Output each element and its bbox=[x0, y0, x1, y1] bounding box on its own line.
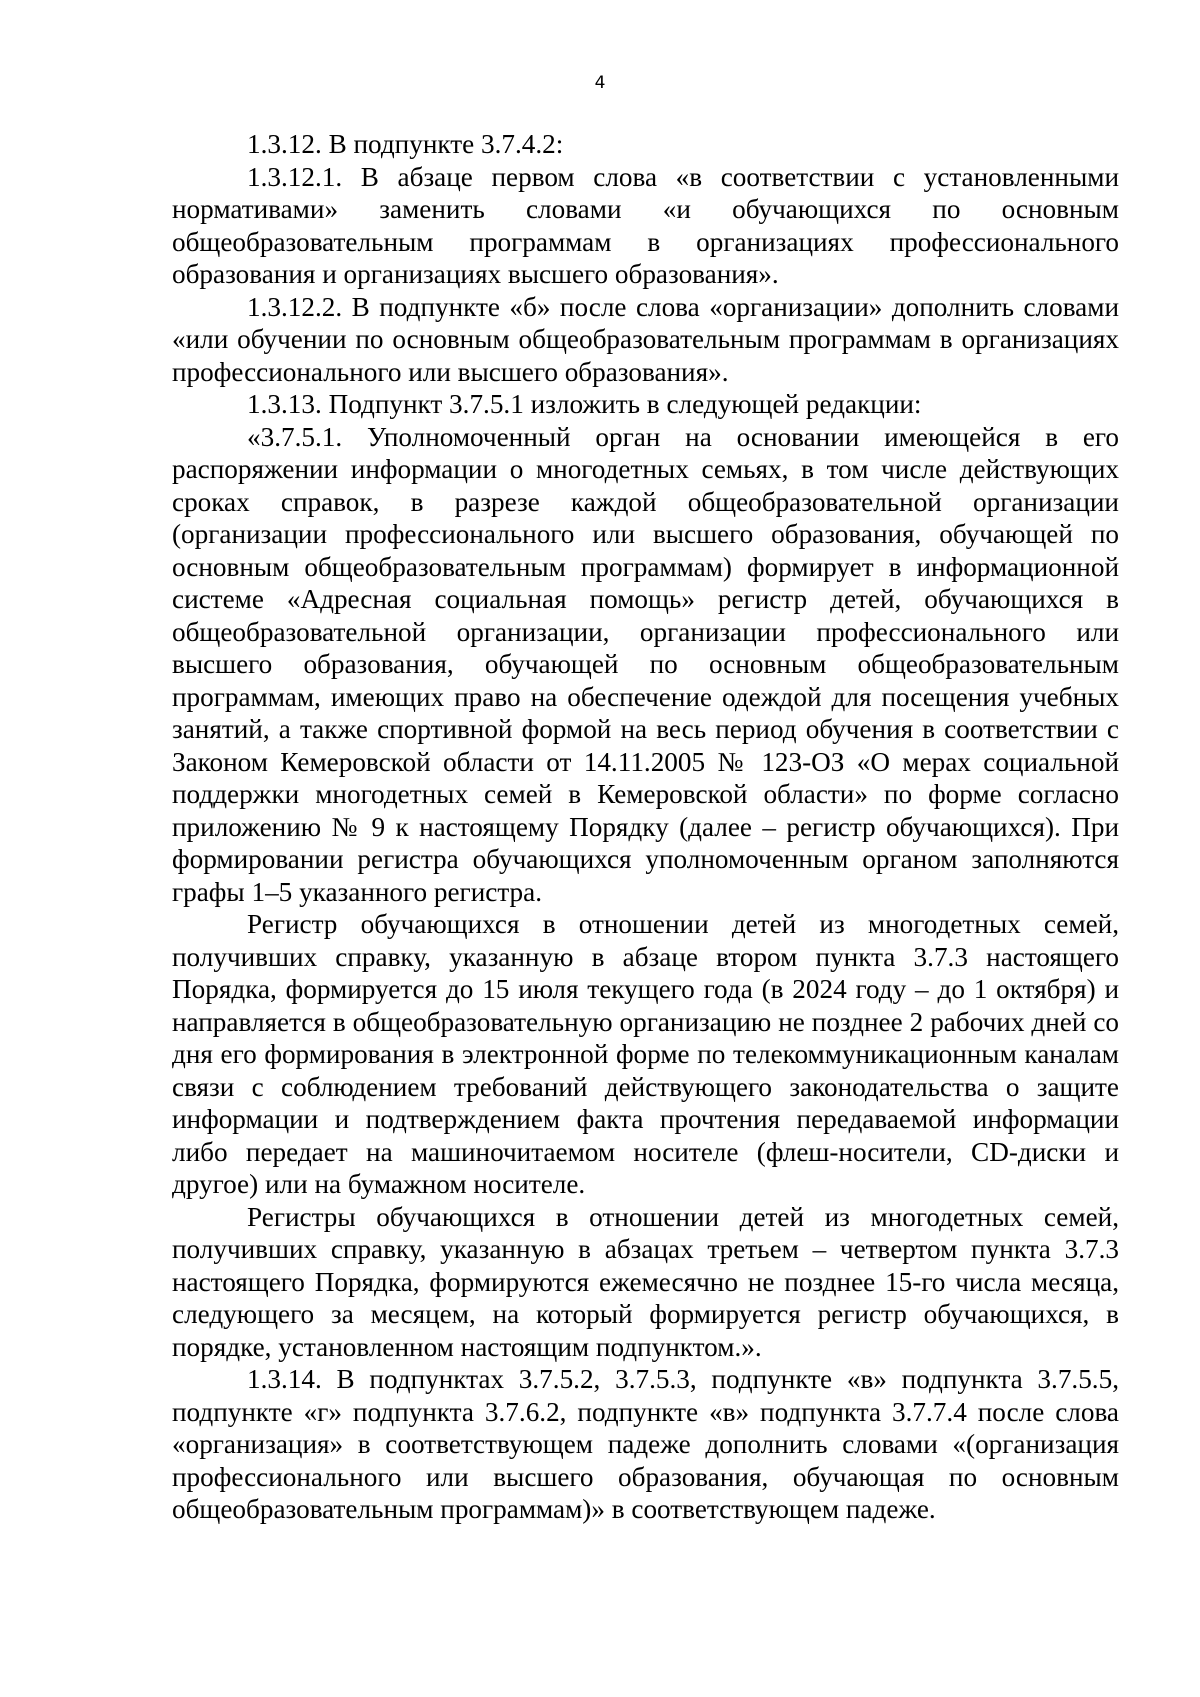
paragraph-1-3-14: 1.3.14. В подпунктах 3.7.5.2, 3.7.5.3, подпункте «в» подпункта 3.7.5.5, подпункте «г» подпункта 3.7.6.2, подпункте «в» подпункта 3.7.7.4 после слова «организация» в соответствующем падеже дополнить словами «(организация профессионального или высшего образования, обучающая по основным общеобразовательным программам)» в соответствующем падеже. bbox=[172, 1364, 1119, 1524]
paragraph-3-7-5-1: «3.7.5.1. Уполномоченный орган на основании имеющейся в его распоряжении информации о многодетных семьях, в том числе действующих сроках справок, в разрезе каждой общеобразовательной организации (организации профессионального или высшего образования, обучающей по основным общеобразовательным программам) формирует в информационной системе «Адресная социальная помощь» регистр детей, обучающихся в общеобразовательной организации, организации профессионального или высшего образования, обучающей по основным общеобразовательным программам, имеющих право на обеспечение одеждой для посещения учебных занятий, а также спортивной формой на весь период обучения в соответствии с Законом Кемеровской области от 14.11.2005 № 123-ОЗ «О мерах социальной поддержки многодетных семей в Кемеровской области» по форме согласно приложению № 9 к настоящему Порядку (далее – регистр обучающихся). При формировании регистра обучающихся уполномоченным органом заполняются графы 1–5 указанного регистра. bbox=[172, 421, 1119, 907]
paragraph-register-deadline: Регистр обучающихся в отношении детей из многодетных семей, получивших справку, указанную в абзаце втором пункта 3.7.3 настоящего Порядка, формируется до 15 июля текущего года (в 2024 году – до 1 октября) и направляется в общеобразовательную организацию не позднее 2 рабочих дней со дня его формирования в электронной форме по телекоммуникационным каналам связи с соблюдением требований действующего законодательства о защите информации и подтверждением факта прочтения передаваемой информации либо передает на машиночитаемом носителе (флеш-носители, CD-диски и другое) или на бумажном носителе. bbox=[172, 909, 1119, 1199]
page-number: 4 bbox=[594, 73, 606, 93]
paragraph-1-3-12-1: 1.3.12.1. В абзаце первом слова «в соответствии с установленными нормативами» заменить словами «и обучающихся по основным общеобразовательным программам в организациях профессионального образования и организациях высшего образования». bbox=[172, 161, 1119, 289]
document-body bbox=[172, 128, 1119, 1526]
paragraph-1-3-12-2: 1.3.12.2. В подпункте «б» после слова «организации» дополнить словами «или обучении по основным общеобразовательным программам в организациях профессионального или высшего образования». bbox=[172, 291, 1119, 387]
paragraph-registers-monthly: Регистры обучающихся в отношении детей из многодетных семей, получивших справку, указанную в абзацах третьем – четвертом пункта 3.7.3 настоящего Порядка, формируются ежемесячно не позднее 15-го числа месяца, следующего за месяцем, на который формируется регистр обучающихся, в порядке, установленном настоящим подпунктом.». bbox=[172, 1201, 1119, 1362]
paragraph-1-3-12: 1.3.12. В подпункте 3.7.4.2: bbox=[247, 129, 564, 159]
paragraph-1-3-13: 1.3.13. Подпункт 3.7.5.1 изложить в следующей редакции: bbox=[247, 389, 922, 419]
